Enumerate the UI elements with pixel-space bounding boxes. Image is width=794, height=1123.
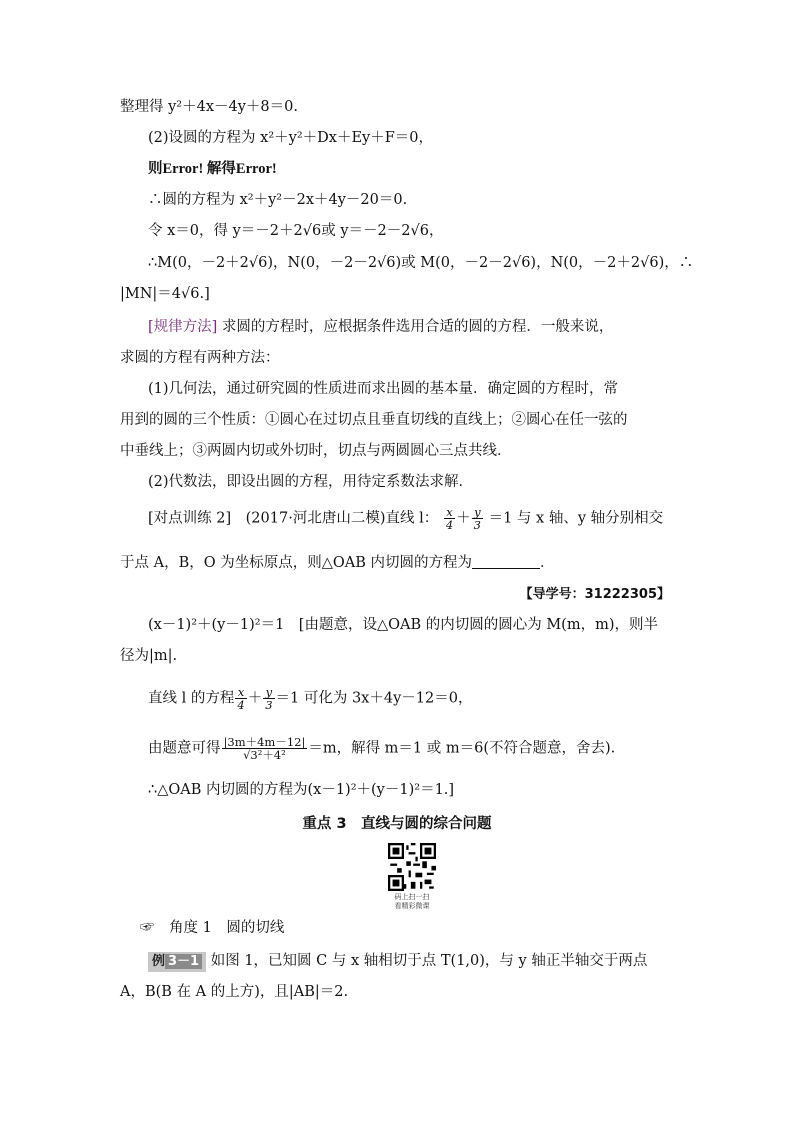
text-line: |MN|＝4√6.]	[120, 286, 210, 302]
text-line: 求圆的方程有两种方法：	[120, 350, 280, 366]
text-line: 中垂线上；③两圆内切或外切时，切点与两圆圆心三点共线．	[120, 443, 512, 459]
text-line: 整理得 y²＋4x－4y＋8＝0.	[120, 99, 298, 115]
text-line: (1)几何法，通过研究圆的性质进而求出圆的基本量．确定圆的方程时，常	[148, 381, 619, 397]
distance-fraction: $\frac{|3m+4m-12|}{\text{√3²＋4²}}$	[223, 735, 306, 762]
answer-blank	[472, 554, 540, 569]
text-line: 直线 l 的方程 $\frac{x}{4}$ ＋ $\frac{y}{3}$ ＝1 可化为 3x＋4y－12＝0，	[148, 685, 473, 712]
fraction-y-over-3: $\frac{y}{3}$	[473, 505, 481, 532]
example-tag: 例 3－1	[148, 952, 206, 972]
guide-number: 【导学号：31222305】	[519, 587, 670, 602]
qr-caption: 码上扫一扫 看精彩微课	[394, 893, 430, 910]
text-line: (2)设圆的方程为 x²＋y²＋Dx＋Ey＋F＝0，	[148, 130, 434, 146]
fraction-x-over-4: $\frac{x}{4}$	[237, 685, 245, 712]
exercise-line: [对点训练 2] (2017·河北唐山二模)直线 l： $\frac{x}{4}$ ＋ $\frac{y}{3}$ ＝1 与 x 轴、y 轴分别相交	[148, 505, 664, 532]
section-heading: 重点 3 直线与圆的综合问题	[302, 816, 492, 832]
exercise-line: 于点 A，B，O 为坐标原点，则△OAB 内切圆的方程为 ．	[120, 555, 555, 571]
qr-code-icon[interactable]	[388, 843, 436, 891]
text-line: 用到的圆的三个性质：①圆心在过切点且垂直切线的直线上；②圆心在任一弦的	[120, 412, 628, 428]
method-line	[148, 317, 613, 337]
example-line: 例 3－1 如图 1，已知圆 C 与 x 轴相切于点 T(1,0)，与 y 轴正半轴交于两点	[148, 951, 647, 972]
exercise-suffix: ＝1 与 x 轴、y 轴分别相交	[488, 510, 664, 527]
exercise-prefix: [对点训练 2] (2017·河北唐山二模)直线 l：	[148, 510, 439, 527]
text-line: 径为|m|.	[120, 648, 178, 664]
angle-subheading: ☞ 角度 1 圆的切线	[140, 920, 285, 936]
text-line: ∴圆的方程为 x²＋y²－2x＋4y－20＝0.	[148, 192, 408, 208]
text-line: A，B(B 在 A 的上方)，且|AB|＝2.	[120, 984, 349, 1000]
text-line: (x－1)²＋(y－1)²＝1 [由题意，设△OAB 的内切圆的圆心为 M(m，m)，则半	[148, 617, 658, 633]
text-line: (2)代数法，即设出圆的方程，用待定系数法求解．	[148, 474, 474, 490]
fraction-x-over-4: $\frac{x}{4}$	[445, 505, 454, 532]
text-line: ∴△OAB 内切圆的方程为(x－1)²＋(y－1)²＝1.]	[148, 782, 455, 798]
text-line: ∴M(0，－2＋2√6)，N(0，－2－2√6)或 M(0，－2－2√6)，N(0，－2＋2√6)，∴	[148, 255, 694, 271]
method-label: [规律方法]	[148, 319, 218, 335]
method-text: 求圆的方程时，应根据条件选用合适的圆的方程．一般来说，	[221, 319, 614, 335]
text-line: 由题意可得 $\frac{|3m+4m-12|}{\text{√3²＋4²}}$ ＝m，解得 m＝1 或 m＝6(不符合题意，舍去).	[148, 735, 616, 762]
text-line: 则Error! 解得Error!	[148, 161, 277, 177]
text-line: 令 x＝0，得 y＝－2＋2√6或 y＝－2－2√6，	[148, 223, 444, 239]
fraction-y-over-3: $\frac{y}{3}$	[265, 685, 273, 712]
